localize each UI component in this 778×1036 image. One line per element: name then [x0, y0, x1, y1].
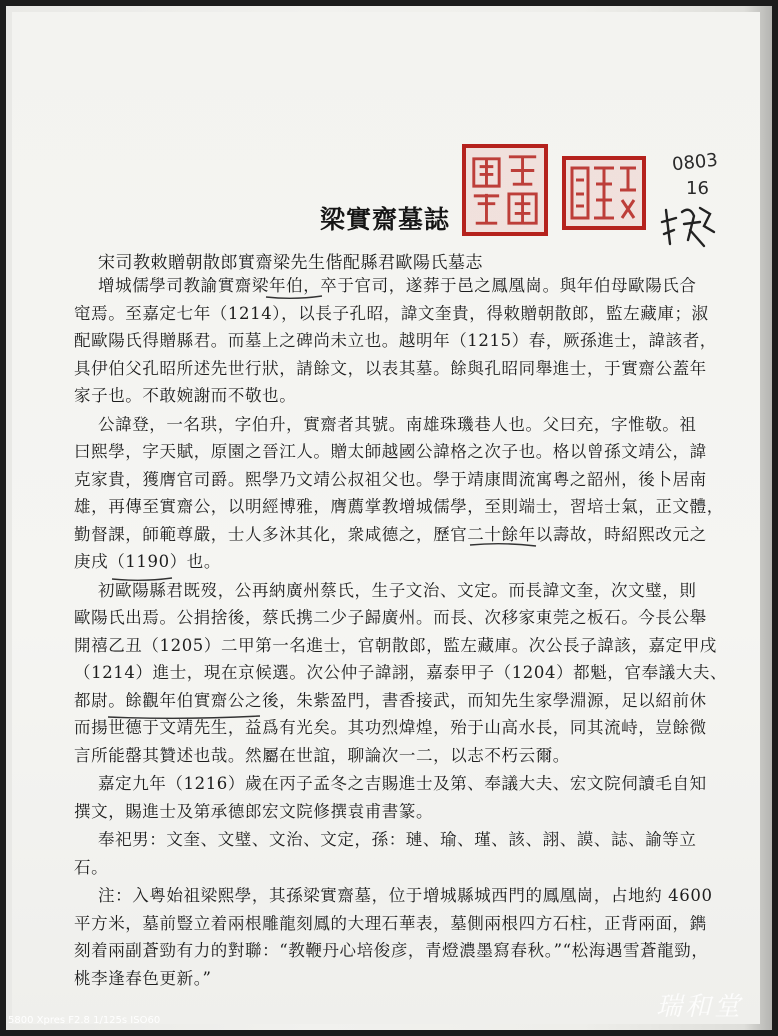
text-line: 撰文，賜進士及第承德郎宏文院修撰袁甫書篆。 — [74, 801, 434, 821]
photo-frame — [6, 6, 772, 1030]
text-line: 配歐陽氏得贈縣君。而墓上之碑尚未立也。越明年（1215）春，厥孫進士，諱該者， — [74, 331, 717, 350]
text-line: 注：入粤始祖梁熙學，其孫梁實齋墓，位于增城縣城西門的鳳凰崗，占地約 4600 — [98, 886, 713, 905]
seal-group — [462, 138, 670, 238]
text-line: 石。 — [74, 857, 109, 877]
seal-glyphs — [566, 160, 642, 226]
seal-stamp — [562, 156, 646, 230]
text-line: 都尉。餘觀年伯實齋公之後，朱紫盈門，書香接武，而知先生家學淵源，足以紹前休 — [74, 690, 707, 710]
handwritten-date: 0803 — [671, 149, 719, 176]
text-line: 勤督課，師範尊嚴，士人多沐其化，衆咸德之，歷官二十餘年以壽故，時紹熙改元之 — [74, 524, 707, 544]
handwritten-underline — [468, 542, 538, 548]
text-line: 公諱登，一名珙，字伯升，實齋者其號。南雄珠璣巷人也。父曰充，字惟敬。祖 — [98, 414, 697, 434]
handwritten-underline — [264, 294, 324, 300]
text-line: 嘉定九年（1216）歲在丙子孟冬之吉賜進士及第、奉議大夫、宏文院伺讀毛自知 — [98, 774, 707, 793]
text-line: 具伊伯父孔昭所述先世行狀，請餘文，以表其墓。餘與孔昭同舉進士，于實齋公蓋年 — [74, 358, 707, 378]
text-line: 窀焉。至嘉定七年（1214），以長子孔昭，諱文奎貴，得敕贈朝散郎，監左藏庫；淑 — [74, 303, 709, 323]
document-title: 梁實齋墓誌 — [320, 205, 451, 234]
note-paragraph — [74, 882, 713, 992]
text-line: 曰熙學，字天賦，原園之晉江人。贈太師越國公諱格之次子也。格以曾孫文靖公，諱 — [74, 442, 707, 461]
handwritten-day: 16 — [686, 178, 709, 199]
text-line: 增城儒學司教諭實齋梁年伯，卒于官司，遂葬于邑之鳳凰崗。與年伯母歐陽氏合 — [98, 276, 697, 295]
paragraph — [74, 577, 728, 770]
text-line: 庚戌（1190）也。 — [74, 552, 221, 571]
text-line: 雄，再傳至實齋公，以明經博雅，膺薦掌教增城儒學，至則端士，習培士氣，正文體， — [74, 497, 724, 516]
text-line: 平方米，墓前豎立着兩根雕龍刻鳳的大理石華表，墓側兩根四方石柱，正背兩面，鐫 — [74, 913, 707, 933]
paragraph — [74, 411, 724, 576]
paragraph — [74, 770, 710, 825]
text-line: （1214）進士，現在京候選。次公仲子諱詡，嘉泰甲子（1204）都魁，官奉議大夫、 — [74, 663, 728, 682]
document-subtitle: 宋司教敕贈朝散郎實齋梁先生偕配縣君歐陽氏墓志 — [98, 253, 483, 273]
text-line: 奉祀男：文奎、文璧、文治、文定，孫：璉、瑜、瑾、該、詡、謨、誌、諭等立 — [98, 830, 697, 849]
seal-stamp — [462, 144, 548, 236]
text-line: 歐陽氏出焉。公捐捨後，蔡氏携二少子歸廣州。而長、次移家東莞之板石。今長公舉 — [74, 608, 707, 627]
text-line: 初歐陽縣君既歿，公再納廣州蔡氏，生子文治、文定。而長諱文奎，次文璧，則 — [98, 580, 697, 600]
text-line: 克家貴，獲膺官司爵。熙學乃文靖公叔祖父也。學于靖康間流寓粤之韶州，後卜居南 — [74, 469, 707, 489]
text-line: 刻着兩副蒼勁有力的對聯：“教鞭丹心培俊彦，青燈濃墨寫春秋。”“松海遇雪蒼龍勁， — [74, 941, 709, 960]
paragraph — [74, 826, 710, 881]
document-page — [12, 12, 760, 1024]
text-line: 桃李逢春色更新。” — [74, 968, 212, 988]
seal-glyphs — [466, 148, 544, 232]
watermark: 瑞和堂 — [656, 992, 744, 1022]
handwritten-signature — [660, 202, 716, 250]
camera-info: 5800 Xpres F2.8 1/125s ISO60 — [8, 1015, 161, 1026]
text-line: 開禧乙丑（1205）二甲第一名進士，官朝散郎，監左藏庫。次公長子諱該，嘉定甲戌 — [74, 635, 717, 655]
text-line: 而揚世德于文靖先生，益爲有光矣。其功烈煒煌，殆于山高水長，同其流峙，豈餘微 — [74, 718, 707, 737]
text-line: 言所能罄其贊述也哉。然屬在世誼，聊論次一二，以志不朽云爾。 — [74, 745, 570, 765]
text-line: 家子也。不敢婉謝而不敬也。 — [74, 386, 297, 405]
document-body — [74, 272, 728, 992]
paragraph — [74, 272, 717, 410]
handwritten-underline — [110, 576, 174, 582]
handwritten-underline — [106, 714, 262, 720]
